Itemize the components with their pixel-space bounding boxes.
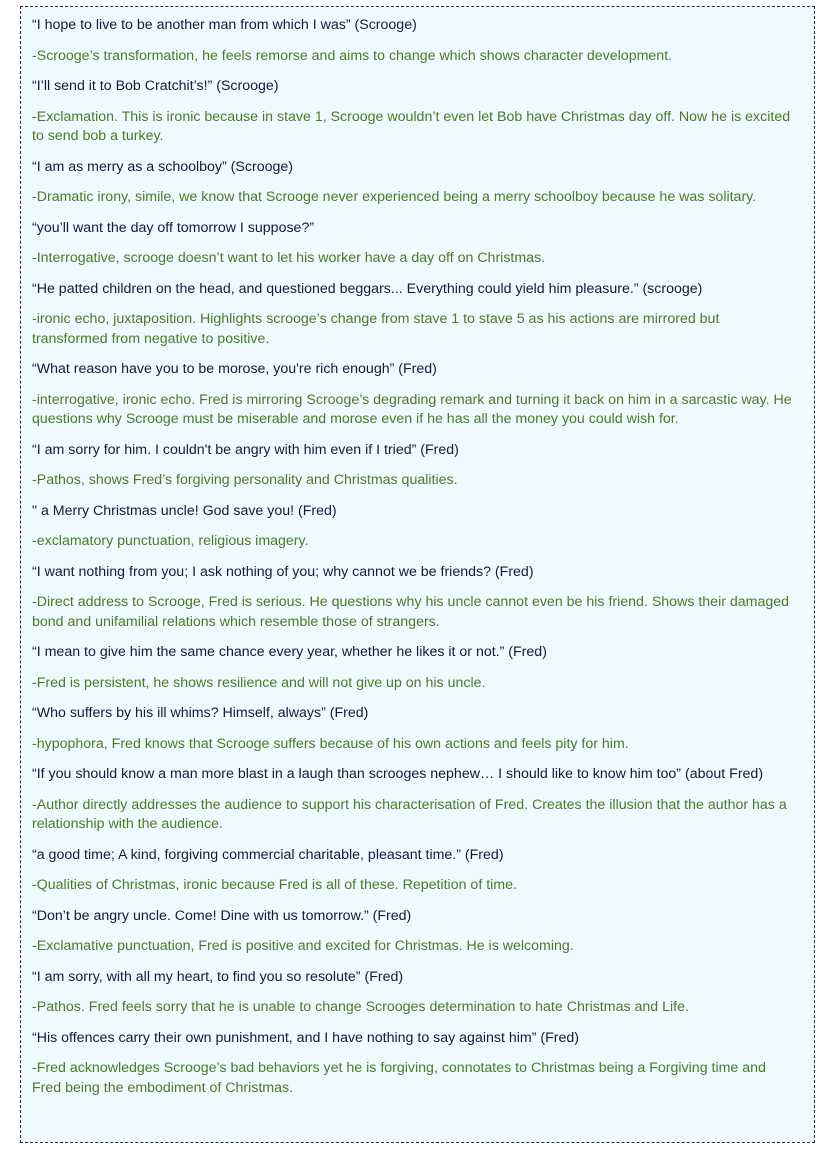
quote-text: " a Merry Christmas uncle! God save you! (Fred) [32, 502, 337, 519]
list-item [32, 441, 797, 491]
analysis-text: -Pathos. Fred feels sorry that he is unable to change Scrooges determination to hate Christmas and Life. [32, 999, 689, 1015]
quote-text: “I want nothing from you; I ask nothing of you; why cannot we be friends? (Fred) [32, 563, 534, 580]
quote-text: “His offences carry their own punishment, and I have nothing to say against him” (Fred) [32, 1029, 580, 1046]
analysis-text: -Fred acknowledges Scrooge’s bad behaviors yet he is forgiving, connotates to Christmas being a Forgiving time and Fred being the embodiment of Christmas. [32, 1060, 766, 1096]
list-item [32, 77, 797, 147]
quote-text: “I am sorry, with all my heart, to find you so resolute” (Fred) [32, 968, 404, 985]
list-item [32, 846, 797, 896]
list-item [32, 360, 797, 430]
quote-text: “I’ll send it to Bob Cratchit’s!” (Scrooge) [32, 78, 279, 94]
analysis-text: -Direct address to Scrooge, Fred is serious. He questions why his uncle cannot even be his friend. Shows their damaged bond and unifamilial relations which resemble those of strangers. [32, 594, 790, 630]
analysis-text: -Fred is persistent, he shows resilience and will not give up on his uncle. [32, 674, 486, 691]
notes-page [20, 6, 815, 1143]
analysis-text: -Pathos, shows Fred’s forgiving personality and Christmas qualities. [32, 472, 458, 488]
quote-text: “I mean to give him the same chance every year, whether he likes it or not.” (Fred) [32, 644, 547, 660]
analysis-text: -Exclamation. This is ironic because in stave 1, Scrooge wouldn’t even let Bob have Christmas day off. Now he is excited to send bob a turkey. [32, 108, 791, 144]
list-item [32, 765, 797, 835]
analysis-text: -Author directly addresses the audience to support his characterisation of Fred. Creates the illusion that the author has a relationship with the audience. [32, 796, 787, 832]
analysis-text: -Exclamative punctuation, Fred is positive and excited for Christmas. He is welcoming. [32, 938, 574, 954]
list-item [32, 968, 797, 1018]
list-item [32, 280, 797, 350]
list-item [32, 907, 797, 957]
quote-text: “I am as merry as a schoolboy” (Scrooge) [32, 158, 293, 175]
list-item [32, 16, 797, 66]
analysis-text: -Dramatic irony, simile, we know that Scrooge never experienced being a merry schoolboy because he was solitary. [32, 189, 757, 205]
list-item [32, 158, 797, 208]
analysis-text: -exclamatory punctuation, religious imagery. [32, 533, 309, 549]
quote-text: “you’ll want the day off tomorrow I suppose?” [32, 219, 315, 236]
quote-text: “He patted children on the head, and questioned beggars... Everything could yield him pleasure.” (scrooge) [32, 280, 703, 297]
quote-text: “Who suffers by his ill whims? Himself, always” (Fred) [32, 705, 369, 721]
analysis-text: -Interrogative, scrooge doesn’t want to let his worker have a day off on Christmas. [32, 250, 546, 266]
quote-text: “a good time; A kind, forgiving commercial charitable, pleasant time.” (Fred) [32, 846, 504, 863]
analysis-text: -hypophora, Fred knows that Scrooge suffers because of his own actions and feels pity for him. [32, 735, 629, 752]
quote-text: “I hope to live to be another man from which I was” (Scrooge) [32, 17, 417, 33]
quote-text: “If you should know a man more blast in a laugh than scrooges nephew… I should like to know him too” (about Fred) [32, 766, 764, 782]
quote-text: “What reason have you to be morose, you're rich enough” (Fred) [32, 361, 437, 377]
list-item [32, 219, 797, 269]
list-item [32, 643, 797, 693]
list-item [32, 563, 797, 633]
analysis-text: -ironic echo, juxtaposition. Highlights scrooge’s change from stave 1 to stave 5 as his actions are mirrored but transformed from negative to positive. [32, 311, 720, 347]
list-item [32, 1029, 797, 1099]
list-item [32, 704, 797, 754]
list-item [32, 502, 797, 552]
analysis-text: -Scrooge’s transformation, he feels remorse and aims to change which shows character development. [32, 47, 673, 64]
quote-text: “I am sorry for him. I couldn't be angry with him even if I tried” (Fred) [32, 441, 459, 458]
analysis-text: -Qualities of Christmas, ironic because Fred is all of these. Repetition of time. [32, 877, 517, 893]
quote-text: “Don’t be angry uncle. Come! Dine with us tomorrow.” (Fred) [32, 907, 412, 924]
analysis-text: -interrogative, ironic echo. Fred is mirroring Scrooge’s degrading remark and turning it back on him in a sarcastic way. He questions why Scrooge must be miserable and morose even if he has all the money you could wish for. [32, 391, 792, 427]
quote-analysis-list [32, 16, 797, 1109]
